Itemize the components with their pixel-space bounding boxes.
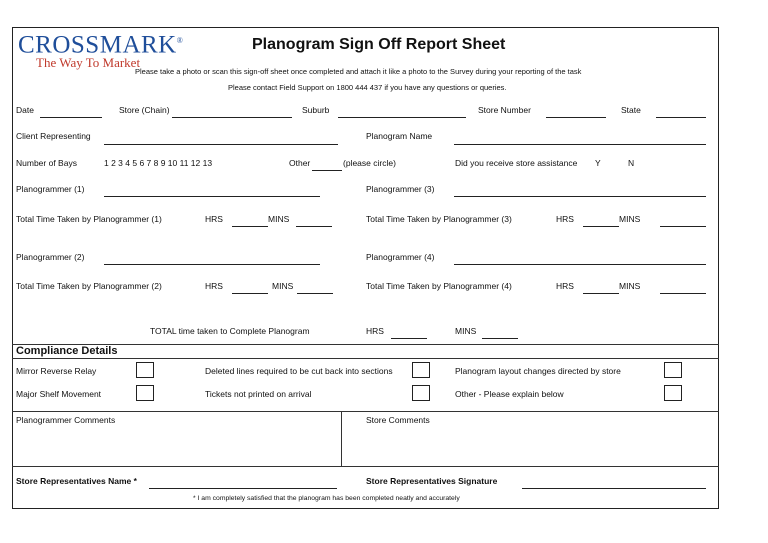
total-mins-label: MINS — [455, 326, 477, 336]
other-bays-label: Other — [289, 158, 311, 168]
store-comments-label: Store Comments — [366, 415, 430, 425]
time-3-hrs-label: HRS — [556, 214, 574, 224]
time-planogrammer-3-label: Total Time Taken by Planogrammer (3) — [366, 214, 512, 224]
client-representing-field[interactable] — [104, 144, 338, 145]
layout-changes-label: Planogram layout changes directed by store — [455, 366, 621, 376]
store-assistance-label: Did you receive store assistance — [455, 158, 578, 168]
store-chain-field[interactable] — [172, 117, 292, 118]
planogrammer-comments-label: Planogrammer Comments — [16, 415, 116, 425]
total-hrs-field[interactable] — [391, 338, 427, 339]
store-chain-label: Store (Chain) — [119, 105, 170, 115]
comments-divider — [341, 411, 342, 466]
total-mins-field[interactable] — [482, 338, 518, 339]
tickets-not-printed-checkbox[interactable] — [412, 385, 430, 401]
time-1-mins-field[interactable] — [296, 226, 332, 227]
store-rep-signature-field[interactable] — [522, 488, 706, 489]
deleted-lines-label: Deleted lines required to be cut back into sections — [205, 366, 393, 376]
time-3-hrs-field[interactable] — [583, 226, 619, 227]
state-field[interactable] — [656, 117, 706, 118]
planogram-name-field[interactable] — [454, 144, 706, 145]
date-field[interactable] — [40, 117, 102, 118]
planogram-name-label: Planogram Name — [366, 131, 433, 141]
planogrammer-4-label: Planogrammer (4) — [366, 252, 435, 262]
divider — [12, 344, 719, 345]
instruction-line-1: Please take a photo or scan this sign-off sheet once completed and attach it like a photo to the Survey during your reporting of the task — [135, 67, 582, 76]
number-of-bays-label: Number of Bays — [16, 158, 77, 168]
mirror-reverse-relay-checkbox[interactable] — [136, 362, 154, 378]
store-rep-name-label: Store Representatives Name * — [16, 476, 137, 486]
logo-registered-mark: ® — [176, 36, 184, 45]
planogrammer-2-label: Planogrammer (2) — [16, 252, 85, 262]
logo-wordmark: CROSSMARK — [18, 31, 177, 59]
time-3-mins-label: MINS — [619, 214, 641, 224]
planogrammer-3-field[interactable] — [454, 196, 706, 197]
major-shelf-movement-checkbox[interactable] — [136, 385, 154, 401]
tickets-not-printed-label: Tickets not printed on arrival — [205, 389, 312, 399]
satisfaction-note: * I am completely satisfied that the planogram has been completed neatly and accurately — [193, 495, 460, 502]
logo-tagline: The Way To Market — [36, 55, 141, 71]
time-4-hrs-field[interactable] — [583, 293, 619, 294]
time-2-hrs-field[interactable] — [232, 293, 268, 294]
time-planogrammer-4-label: Total Time Taken by Planogrammer (4) — [366, 281, 512, 291]
assistance-yes-option[interactable]: Y — [595, 158, 601, 168]
time-2-mins-field[interactable] — [297, 293, 333, 294]
crossmark-logo — [18, 30, 183, 69]
report-sheet-border — [12, 27, 719, 509]
suburb-field[interactable] — [338, 117, 466, 118]
suburb-label: Suburb — [302, 105, 330, 115]
divider — [12, 358, 719, 359]
instruction-line-2: Please contact Field Support on 1800 444 437 if you have any questions or queries. — [228, 83, 507, 92]
time-2-mins-label: MINS — [272, 281, 294, 291]
total-hrs-label: HRS — [366, 326, 384, 336]
date-label: Date — [16, 105, 34, 115]
deleted-lines-checkbox[interactable] — [412, 362, 430, 378]
planogrammer-1-field[interactable] — [104, 196, 320, 197]
major-shelf-movement-label: Major Shelf Movement — [16, 389, 102, 399]
assistance-no-option[interactable]: N — [628, 158, 635, 168]
planogrammer-1-label: Planogrammer (1) — [16, 184, 85, 194]
store-number-label: Store Number — [478, 105, 531, 115]
please-circle-note: (please circle) — [343, 158, 396, 168]
other-explain-label: Other - Please explain below — [455, 389, 564, 399]
time-2-hrs-label: HRS — [205, 281, 223, 291]
planogrammer-2-field[interactable] — [104, 264, 320, 265]
other-bays-field[interactable] — [312, 170, 342, 171]
time-4-hrs-label: HRS — [556, 281, 574, 291]
mirror-reverse-relay-label: Mirror Reverse Relay — [16, 366, 97, 376]
time-1-hrs-field[interactable] — [232, 226, 268, 227]
time-planogrammer-1-label: Total Time Taken by Planogrammer (1) — [16, 214, 162, 224]
layout-changes-checkbox[interactable] — [664, 362, 682, 378]
bay-numbers[interactable]: 1 2 3 4 5 6 7 8 9 10 11 12 13 — [104, 158, 213, 168]
compliance-heading: Compliance Details — [16, 345, 118, 357]
page-title: Planogram Sign Off Report Sheet — [252, 36, 506, 53]
store-number-field[interactable] — [546, 117, 606, 118]
time-4-mins-field[interactable] — [660, 293, 706, 294]
time-planogrammer-2-label: Total Time Taken by Planogrammer (2) — [16, 281, 162, 291]
divider — [12, 411, 719, 412]
planogrammer-3-label: Planogrammer (3) — [366, 184, 435, 194]
time-1-mins-label: MINS — [268, 214, 290, 224]
store-rep-name-field[interactable] — [149, 488, 337, 489]
other-explain-checkbox[interactable] — [664, 385, 682, 401]
time-1-hrs-label: HRS — [205, 214, 223, 224]
planogrammer-4-field[interactable] — [454, 264, 706, 265]
divider — [12, 466, 719, 467]
total-time-label: TOTAL time taken to Complete Planogram — [150, 326, 310, 336]
state-label: State — [621, 105, 641, 115]
time-3-mins-field[interactable] — [660, 226, 706, 227]
client-representing-label: Client Representing — [16, 131, 91, 141]
store-rep-signature-label: Store Representatives Signature — [366, 476, 498, 486]
time-4-mins-label: MINS — [619, 281, 641, 291]
